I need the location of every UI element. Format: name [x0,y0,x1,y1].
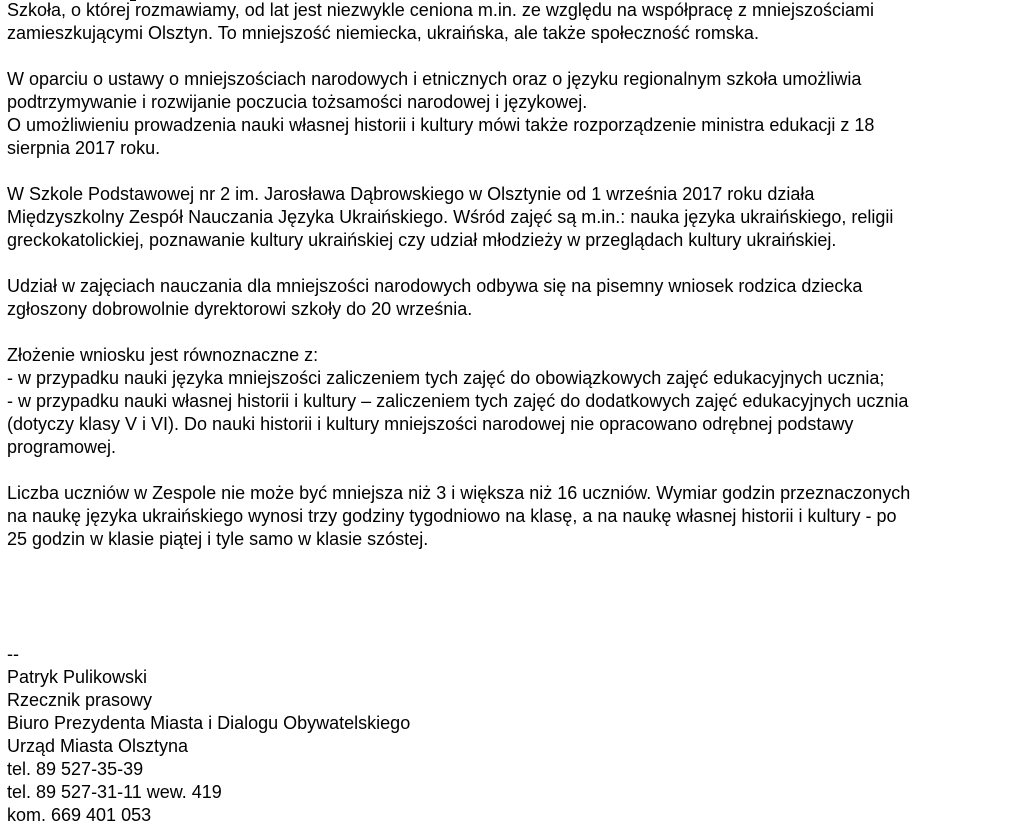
paragraph-legal-basis [7,68,1012,160]
text-line: Udział w zajęciach nauczania dla mniejszości narodowych odbywa się na pisemny wniosek rodzica dziecka [7,276,863,296]
paragraph-student-count [7,482,1012,551]
signature-role: Rzecznik prasowy [7,690,153,710]
signature-separator: -- [7,644,19,664]
spacer [7,574,1012,643]
text-line: - w przypadku nauki języka mniejszości zaliczeniem tych zajęć do obowiązkowych zajęć edukacyjnych ucznia; [7,368,885,388]
paragraph-schools-minorities [7,0,1012,45]
paragraph-application [7,275,1012,321]
text-line: Szkoła, o której rozmawiamy, od lat jest niezwykle ceniona m.in. ze względu na współpracę z mniejszościami [7,0,875,20]
email-signature [7,643,1012,827]
text-line: W oparciu o ustawy o mniejszościach narodowych i etnicznych oraz o języku regionalnym szkoła umożliwia [7,69,862,89]
signature-mobile: kom. 669 401 053 [7,805,152,825]
paragraph-application-terms [7,344,1012,459]
signature-phone-extension: tel. 89 527-31-11 wew. 419 [7,782,222,802]
text-line: greckokatolickiej, poznawanie kultury ukraińskiej czy udział młodzieży w przeglądach kultury ukraińskiej. [7,230,837,250]
text-line: W Szkole Podstawowej nr 2 im. Jarosława Dąbrowskiego w Olsztynie od 1 września 2017 roku działa [7,184,815,204]
signature-institution: Urząd Miasta Olsztyna [7,736,189,756]
signature-name: Patryk Pulikowski [7,667,148,687]
text-line: Złożenie wniosku jest równoznaczne z: [7,345,319,365]
text-line: (dotyczy klasy V i VI). Do nauki historii i kultury mniejszości narodowej nie opracowano odrębnej podstawy [7,414,854,434]
text-line: Międzyszkolny Zespół Nauczania Języka Ukraińskiego. Wśród zajęć są m.in.: nauka języka ukraińskiego, religii [7,207,894,227]
text-line: na naukę języka ukraińskiego wynosi trzy godziny tygodniowo na klasę, a na naukę własnej historii i kultury - po [7,506,897,526]
text-line: Liczba uczniów w Zespole nie może być mniejsza niż 3 i większa niż 16 uczniów. Wymiar godzin przeznaczonych [7,483,911,503]
document-body [7,0,1012,827]
text-line: zgłoszony dobrowolnie dyrektorowi szkoły do 20 września. [7,299,473,319]
text-line: 25 godzin w klasie piątej i tyle samo w klasie szóstej. [7,529,429,549]
signature-office: Biuro Prezydenta Miasta i Dialogu Obywatelskiego [7,713,411,733]
signature-phone: tel. 89 527-35-39 [7,759,144,779]
text-line: podtrzymywanie i rozwijanie poczucia tożsamości narodowej i językowej. [7,92,588,112]
text-line: zamieszkującymi Olsztyn. To mniejszość niemiecka, ukraińska, ale także społeczność romska. [7,23,759,43]
text-line: sierpnia 2017 roku. [7,138,161,158]
text-line: - w przypadku nauki własnej historii i kultury – zaliczeniem tych zajęć do dodatkowych zajęć edukacyjnych ucznia [7,391,909,411]
text-line: programowej. [7,437,117,457]
paragraph-ukrainian-team [7,183,1012,252]
text-line: O umożliwieniu prowadzenia nauki własnej historii i kultury mówi także rozporządzenie ministra edukacji z 18 [7,115,875,135]
